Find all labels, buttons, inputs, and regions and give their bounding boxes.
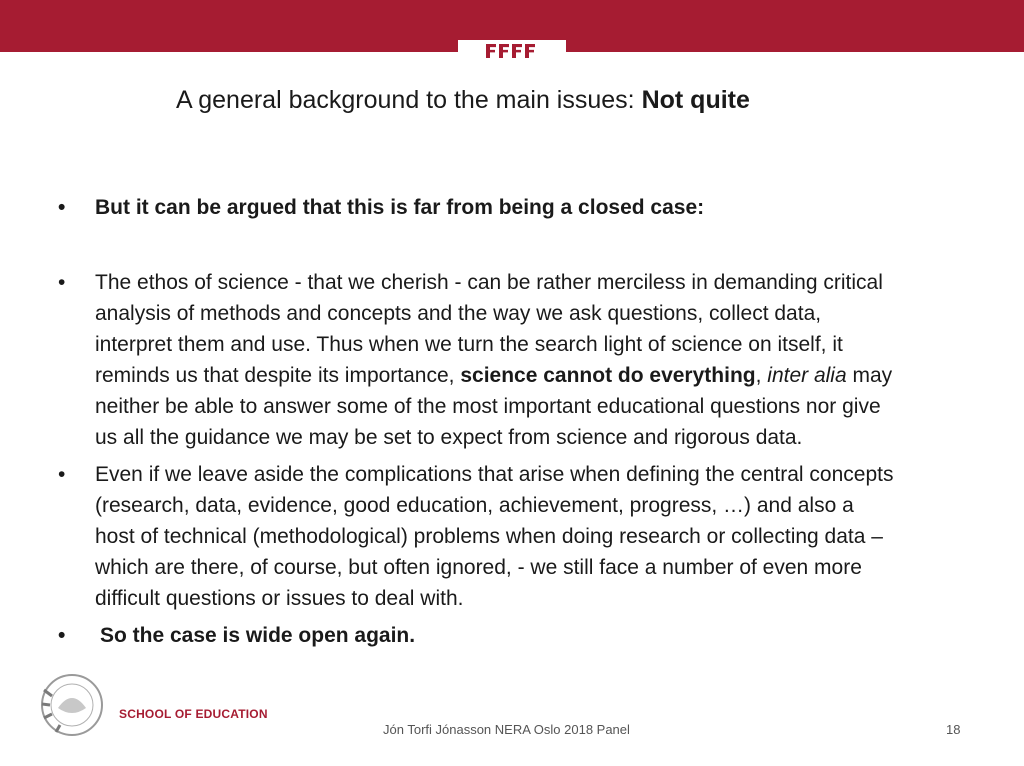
university-seal-icon bbox=[34, 670, 264, 740]
bullet-text-2b: may neither be able to answer some of the most important educational questions nor give us all the guidance we may be set to expect from science and rigorous data. bbox=[95, 364, 893, 449]
bullet-dot: • bbox=[58, 624, 66, 647]
bullet-dot: • bbox=[58, 271, 66, 294]
bullet-dot: • bbox=[58, 196, 66, 219]
bullet-text-2-comma: , bbox=[755, 364, 768, 387]
footer-presenter-text: Jón Torfi Jónasson NERA Oslo 2018 Panel bbox=[383, 722, 630, 737]
bullet-text-2a: The ethos of science - that we cherish - can be rather merciless in demanding critical analysis of methods and concepts and the way we ask questions, collect data, interpret them and use. Thus when we turn the search light of science on itself, it reminds us that despite its importance, bbox=[95, 271, 883, 387]
bullet-text-1: But it can be argued that this is far from being a closed case: bbox=[95, 196, 705, 219]
header-logo bbox=[486, 38, 536, 58]
bullet-text-2-bold: science cannot do everything bbox=[460, 364, 756, 387]
bullet-item-1 bbox=[58, 192, 898, 223]
bullet-list bbox=[58, 192, 898, 651]
title-bold: Not quite bbox=[641, 86, 750, 114]
bullet-item-4 bbox=[58, 620, 898, 651]
bullet-item-2 bbox=[58, 267, 898, 453]
bullet-dot: • bbox=[58, 463, 66, 486]
bullet-text-2-italic: inter alia bbox=[767, 364, 847, 387]
bullet-text-4: So the case is wide open again. bbox=[100, 624, 416, 647]
slide-title bbox=[176, 86, 750, 115]
school-name: SCHOOL OF EDUCATION bbox=[119, 707, 268, 721]
bullet-item-3 bbox=[58, 459, 898, 614]
page-number: 18 bbox=[946, 722, 961, 737]
bullet-text-3: Even if we leave aside the complications that arise when defining the central concepts (research, data, evidence, good education, achievement, progress, …) and also a host of technical (methodological) problems when doing research or collecting data – which are there, of course, but often ignored, - we still face a number of even more difficult questions or issues to deal with. bbox=[95, 463, 894, 610]
title-regular: A general background to the main issues: bbox=[176, 86, 642, 114]
